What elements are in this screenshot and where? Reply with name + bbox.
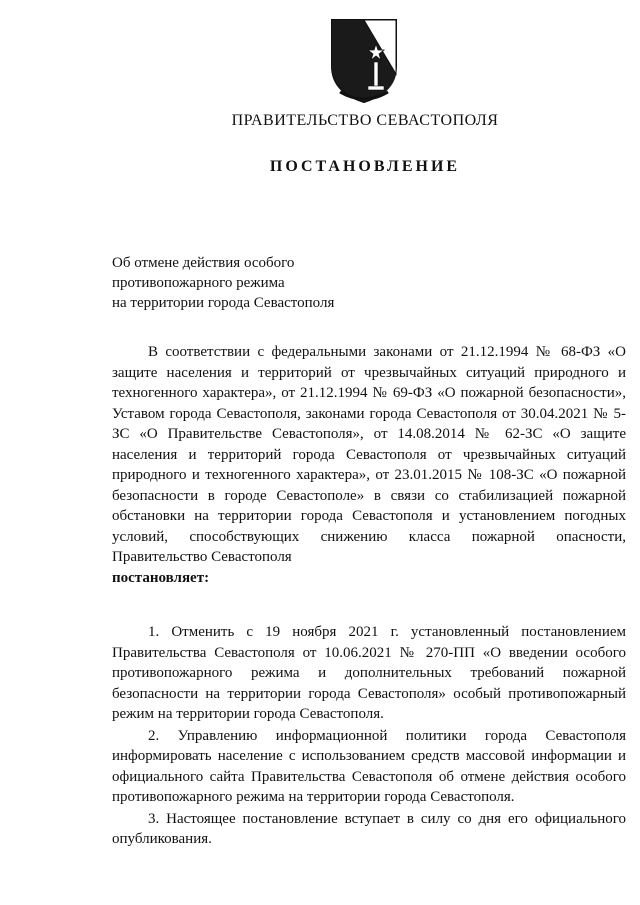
resolution-item: 2. Управлению информационной политики города Севастополя информировать население с использованием средств массовой информации и официального сайта Правительства Севастополя об отмене действия особого противопожарного режима на территории города Севастополя. [112, 727, 626, 805]
sevastopol-coat-of-arms-icon [318, 14, 410, 106]
resolves-word: постановляет: [112, 569, 210, 586]
preamble [112, 342, 626, 588]
subject-line: на территории города Севастополя [112, 295, 335, 311]
document-type-title: ПОСТАНОВЛЕНИЕ [269, 158, 461, 175]
resolution-items [112, 622, 626, 850]
subject-line: Об отмене действия особого [112, 255, 295, 271]
subject-line: противопожарного режима [112, 275, 285, 291]
government-name: ПРАВИТЕЛЬСТВО СЕВАСТОПОЛЯ [231, 112, 499, 129]
preamble-text: В соответствии с федеральными законами от 21.12.1994 № 68-ФЗ «О защите населения и территорий от чрезвычайных ситуаций природного и техногенного характера», от 21.12.1994 № 69-ФЗ «О пожарной безопасности», Уставом города Севастополя, законами города Севастополя от 30.04.2021 № 5-ЗС «О Правительстве Севастополя», от 14.08.2014 № 62-ЗС «О защите населения и территорий города Севастополя от чрезвычайных ситуаций природного и техногенного характера», от 23.01.2015 № 108-ЗС «О пожарной безопасности в городе Севастополе» в связи со стабилизацией пожарной обстановки на территории города Севастополя и установлением погодных условий, способствующих снижению класса пожарной опасности, Правительство Севастополя [112, 344, 626, 565]
document-subject [112, 253, 334, 313]
resolution-item: 1. Отменить с 19 ноября 2021 г. установленный постановлением Правительства Севастополя от 10.06.2021 № 270-ПП «О введении особого противопожарного режима и дополнительных требований пожарной безопасности на территории города Севастополя» особый противопожарный режим на территории города Севастополя. [112, 624, 626, 722]
resolution-item: 3. Настоящее постановление вступает в силу со дня его официального опубликования. [112, 810, 626, 847]
